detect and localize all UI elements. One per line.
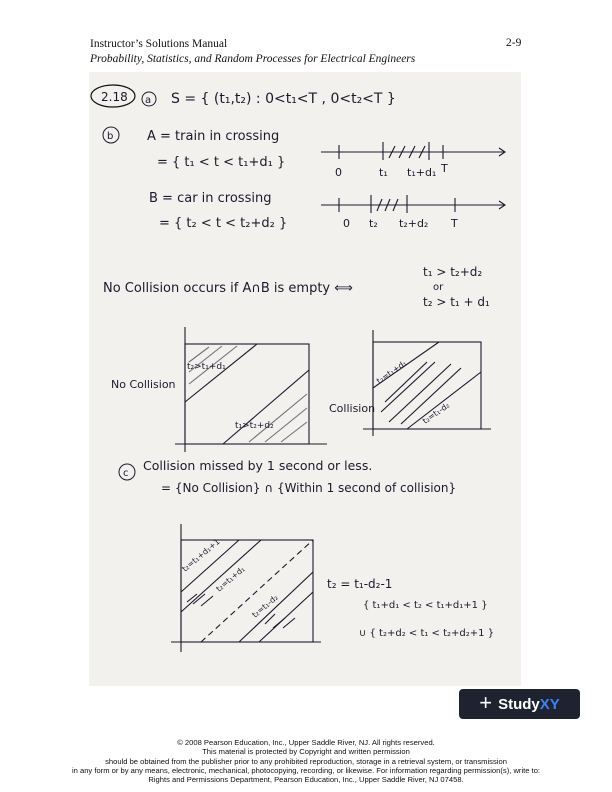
collision-upper-line: t₂=t₁+d₁ — [374, 358, 409, 386]
sample-space-definition: S = { (t₁,t₂) : 0<t₁<T , 0<t₂<T } — [171, 91, 396, 107]
problem-number: 2.18 — [101, 90, 128, 104]
condition-or: or — [433, 282, 444, 293]
part-c-equation: = {No Collision} ∩ {Within 1 second of collision} — [161, 481, 457, 495]
badge-label-accent: XY — [539, 695, 560, 713]
footer-line-1: © 2008 Pearson Education, Inc., Upper Saddle River, NJ. All rights reserved. — [177, 738, 435, 747]
part-c-line-top: t₂=t₁+d₁+1 — [180, 536, 222, 574]
page-number: 2-9 — [506, 37, 522, 49]
timeline-b — [321, 195, 505, 213]
badge-label — [498, 696, 560, 713]
timeline-b-t2: t₂ — [369, 217, 378, 230]
footer-line-5: Rights and Permissions Department, Pearson Education, Inc., Upper Saddle River, NJ 07458. — [148, 775, 464, 785]
event-a-definition: A = train in crossing — [147, 129, 280, 144]
footer-line-2: This material is protected by Copyright and written permission — [202, 747, 410, 757]
event-b-definition: B = car in crossing — [149, 191, 272, 206]
condition-1: t₁ > t₂+d₂ — [423, 265, 483, 279]
handwritten-solution-scan — [89, 72, 521, 686]
part-a-label: a — [145, 95, 152, 106]
header-left — [90, 37, 415, 67]
part-c-label: c — [123, 468, 129, 479]
handwritten-solution-drawing — [89, 72, 521, 686]
part-b-label: b — [107, 131, 114, 142]
timeline-b-T: T — [451, 217, 458, 230]
label-collision: Collision — [329, 402, 376, 415]
footer-line-4: in any form or by any means, electronic, mechanical, photocopying, recording, or likewise. For information regarding permission(s), write to: — [71, 765, 541, 775]
part-c-diagram — [171, 524, 321, 652]
no-collision-statement: No Collision occurs if A∩B is empty ⟺ — [103, 281, 353, 296]
timeline-a-t1: t₁ — [379, 166, 388, 179]
no-collision-upper-region: t₂>t₁+d₁ — [187, 362, 226, 372]
studyxy-badge[interactable] — [459, 689, 580, 719]
plus-icon: + — [479, 690, 493, 715]
timeline-a — [321, 142, 505, 160]
part-c-statement: Collision missed by 1 second or less. — [143, 458, 373, 473]
timeline-b-zero: 0 — [343, 217, 350, 230]
condition-2: t₂ > t₁ + d₁ — [423, 295, 490, 309]
event-b-interval: = { t₂ < t < t₂+d₂ } — [159, 216, 288, 231]
collision-lower-line: t₂=t₁-d₂ — [420, 400, 452, 426]
no-collision-lower-region: t₁>t₂+d₂ — [235, 421, 274, 431]
timeline-b-t2d2: t₂+d₂ — [399, 217, 429, 230]
badge-label-main: Study — [498, 695, 540, 713]
copyright-footer — [0, 738, 612, 784]
no-collision-diagram — [175, 327, 327, 452]
timeline-a-zero: 0 — [335, 166, 342, 179]
part-c-set-2: ∪ { t₂+d₂ < t₁ < t₂+d₂+1 } — [359, 628, 495, 639]
manual-title: Instructor’s Solutions Manual — [90, 38, 228, 50]
label-no-collision: No Collision — [111, 378, 176, 391]
book-subtitle: Probability, Statistics, and Random Processes for Electrical Engineers — [90, 53, 416, 65]
part-c-line-low: t₂=t₁-d₂ — [250, 592, 280, 620]
timeline-a-T: T — [441, 162, 448, 175]
event-a-interval: = { t₁ < t < t₁+d₁ } — [157, 155, 286, 170]
timeline-a-t1d1: t₁+d₁ — [407, 166, 437, 179]
part-c-outer-line: t₂ = t₁-d₂-1 — [327, 577, 393, 591]
part-c-line-mid: t₂=t₁+d₁ — [214, 564, 247, 594]
part-c-set-1: { t₁+d₁ < t₂ < t₁+d₁+1 } — [363, 600, 488, 611]
footer-line-3: should be obtained from the publisher prior to any prohibited reproduction, storage in a retrieval system, or transmission — [105, 756, 507, 766]
